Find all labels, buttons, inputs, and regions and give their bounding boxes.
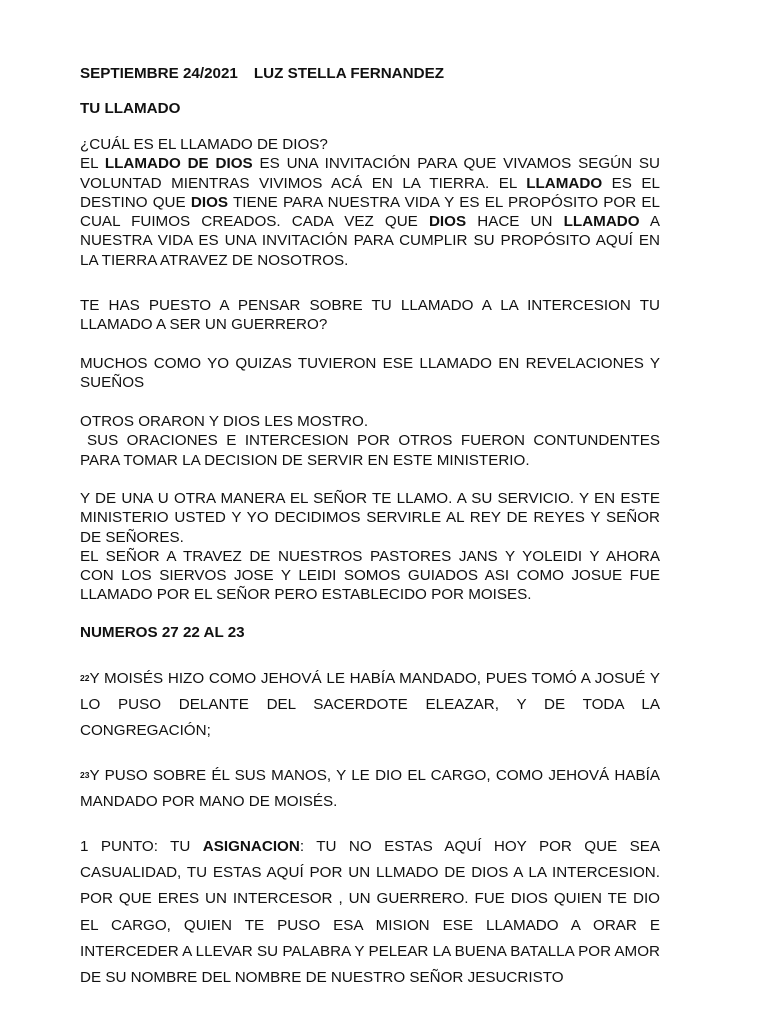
emph-dios: DIOS: [190, 193, 229, 211]
verse-number: 22: [80, 673, 90, 683]
document-header: [80, 65, 660, 82]
intro-paragraph: EL LLAMADO DE DIOS ES UNA INVITACIÓN PARA QUE VIVAMOS SEGÚN SU VOLUNTAD MIENTRAS VIVIMOS ACÁ EN LA TIERRA. EL LLAMADO ES EL DESTINO QUE DIOS TIENE PARA NUESTRA VIDA Y ES EL PROPÓSITO POR EL CUAL FUIMOS CREADOS. CADA VEZ QUE DIOS HACE UN LLAMADO A NUESTRA VIDA ES UNA INVITACIÓN PARA CUMPLIR SU PROPÓSITO AQUÍ EN LA TIERRA ATRAVEZ DE NOSOTROS.: [80, 155, 661, 269]
emph-dios: DIOS: [428, 213, 467, 231]
emph-llamado: LLAMADO: [526, 174, 603, 192]
paragraph-otros: OTROS ORARON Y DIOS LES MOSTRO. SUS ORACIONES E INTERCESION POR OTROS FUERON CONTUNDENTES PARA TOMAR LA DECISION DE SERVIR EN ESTE MINISTERIO.: [80, 413, 660, 469]
paragraph-muchos: MUCHOS COMO YO QUIZAS TUVIERON ESE LLAMADO EN REVELACIONES Y SUEÑOS: [80, 355, 660, 392]
paragraph-question: TE HAS PUESTO A PENSAR SOBRE TU LLAMADO A LA INTERCESION TU LLAMADO A SER UN GUERRERO?: [80, 297, 660, 334]
scripture-reference: NUMEROS 27 22 AL 23: [80, 624, 245, 641]
paragraph-punto: 1 PUNTO: TU ASIGNACION: TU NO ESTAS AQUÍ HOY POR QUE SEA CASUALIDAD, TU ESTAS AQUÍ POR UN LLMADO DE DIOS A LA INTERCESION. POR QUE ERES UN INTERCESOR , UN GUERRERO. FUE DIOS QUIEN TE DIO EL CARGO, QUIEN TE PUSO ESA MISION ESE LLAMADO A ORAR E INTERCEDER A LLEVAR SU PALABRA Y PELEAR LA BUENA BATALLA POR AMOR DE SU NOMBRE DEL NOMBRE DE NUESTRO SEÑOR JESUCRISTO: [80, 838, 660, 987]
verse-22: $^{22}$Y MOISÉS HIZO COMO JEHOVÁ LE HABÍA MANDADO, PUES TOMÓ A JOSUÉ Y LO PUSO DELANTE DEL SACERDOTE ELEAZAR, Y DE TODA LA CONGREGACIÓN;: [80, 670, 660, 740]
document-title: TU LLAMADO: [80, 100, 181, 117]
emph-asignacion: ASIGNACION: [202, 838, 300, 855]
emph-llamado-de-dios: LLAMADO DE DIOS: [104, 155, 253, 173]
intro-question: ¿CUÁL ES EL LLAMADO DE DIOS?: [80, 136, 328, 153]
intro-block: [80, 135, 660, 270]
verse-number: 23: [80, 770, 90, 780]
emph-llamado: LLAMADO: [563, 213, 640, 231]
header-author: LUZ STELLA FERNANDEZ: [253, 65, 444, 82]
verse-23: $^{23}$Y PUSO SOBRE ÉL SUS MANOS, Y LE DIO EL CARGO, COMO JEHOVÁ HABÍA MANDADO POR MANO DE MOISÉS.: [80, 767, 660, 811]
paragraph-senor: Y DE UNA U OTRA MANERA EL SEÑOR TE LLAMO. A SU SERVICIO. Y EN ESTE MINISTERIO USTED Y YO DECIDIMOS SERVIRLE AL REY DE REYES Y SEÑOR DE SEÑORES. EL SEÑOR A TRAVEZ DE NUESTROS PASTORES JANS Y YOLEIDI Y AHORA CON LOS SIERVOS JOSE Y LEIDI SOMOS GUIADOS ASI COMO JOSUE FUE LLAMADO POR EL SEÑOR PERO ESTABLECIDO POR MOISES.: [80, 490, 660, 604]
header-date: SEPTIEMBRE 24/2021: [80, 65, 238, 82]
